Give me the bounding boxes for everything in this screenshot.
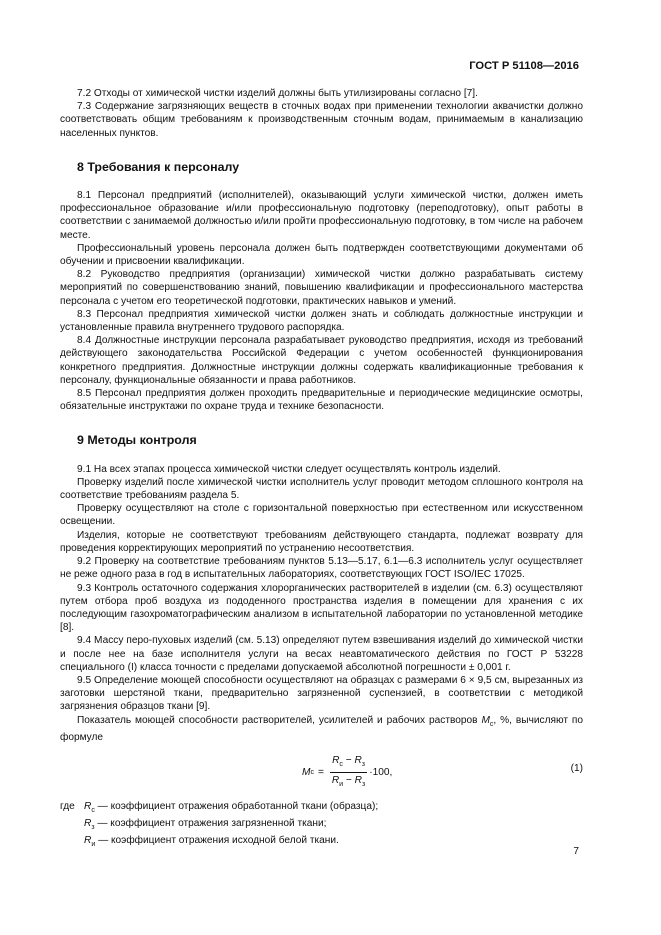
paragraph: Изделия, которые не соответствуют требованиям действующего стандарта, подлежат возврату для проведения корректирующих мероприятий по устранению несоответствия.	[60, 529, 583, 554]
paragraph: 9.5 Определение моющей способности осуществляют на образцах с размерами 6 × 9,5 см, вырезанных из заготовки шерстяной ткани, предварительно загрязненной суспензией, в соответствии с методикой загрязнения образцов ткани [9].	[60, 674, 583, 713]
paragraph: Проверку изделий после химической чистки исполнитель услуг проводит методом сплошного контроля на соответствие требованиям раздела 5.	[60, 476, 583, 502]
paragraph-formula-intro: Показатель моющей способности растворителей, усилителей и рабочих растворов $M_с$, %, вычисляют по формуле	[60, 714, 584, 743]
paragraph: 8.2 Руководство предприятия (организации) химической чистки должно разрабатывать систему мероприятий по совершенствованию знаний, повышению квалификации и профессионального мастерства персонала с учетом его теоретической подготовки, практических навыков и умений.	[60, 269, 583, 307]
paragraph: 7.2 Отходы от химической чистки изделий должны быть утилизированы согласно [7].	[77, 88, 478, 99]
paragraph: 8.3 Персонал предприятия химической чистки должен знать и соблюдать должностные инструкции и установленные правила внутреннего трудового распорядка.	[60, 308, 583, 334]
page-content	[60, 87, 583, 852]
paragraph: 7.3 Содержание загрязняющих веществ в сточных водах при применении технологии аквачистки должно соответствовать общим требованиям к производственным сточным водам, принимаемым в канализацию населенных пунктов.	[60, 101, 583, 139]
formula-1	[60, 752, 583, 790]
legend-row: где $R_с$ — коэффициент отражения обработанной ткани (образца);	[60, 800, 379, 814]
legend-row: $R_з$ — коэффициент отражения загрязненной ткани;	[84, 818, 327, 832]
formula-number: (1)	[570, 762, 583, 774]
section-heading-8: 8 Требования к персоналу	[77, 159, 240, 174]
paragraph: Профессиональный уровень персонала должен быть подтвержден соответствующими документами об обучении и присвоении квалификации.	[60, 242, 583, 268]
paragraph: Проверку осуществляют на столе с горизонтальной поверхностью при естественном или искусственном освещении.	[60, 503, 583, 528]
page-number: 7	[573, 846, 579, 857]
formula-expression: M с = $\frac{R_с - R_з}{R_и - R_з}$ ·100,	[302, 754, 392, 791]
paragraph: 8.4 Должностные инструкции персонала разрабатывает руководство предприятия, исходя из требований действующего законодательства Российской Федерации с учетом особенностей функционирования конкретного предприятия. Должностные инструкции должны содержать квалификационные требования к персоналу, функциональные обязанности и права работников.	[60, 335, 583, 386]
paragraph: 9.2 Проверку на соответствие требованиям пунктов 5.13—5.17, 6.1—6.3 исполнитель услуг осуществляет не реже одного раза в год в испытательных лабораториях, соответствующих ГОСТ ISO/IEC 17025.	[60, 556, 583, 581]
legend-row: $R_и$ — коэффициент отражения исходной белой ткани.	[84, 835, 339, 849]
page-header-standard: ГОСТ Р 51108—2016	[469, 60, 579, 72]
formula-fraction: $\frac{R_с - R_з}{R_и - R_з}$	[331, 754, 366, 789]
paragraph: 9.3 Контроль остаточного содержания хлорорганических растворителей в изделии (см. 6.3) осуществляют путем отбора проб воздуха из пододенного пространства изделия в помещении для хранения с их последующим газохроматографическим анализом в испытательной лаборатории по установленной методике [8].	[60, 582, 583, 634]
section-heading-9: 9 Методы контроля	[77, 433, 197, 448]
formula-legend	[60, 800, 583, 852]
paragraph: 9.4 Массу перо-пуховых изделий (см. 5.13) определяют путем взвешивания изделий до химической чистки и после нее на базе исполнителя услуги на весах неавтоматического действия по ГОСТ Р 53228 специального (I) класса точности с пределами допускаемой абсолютной погрешности ± 0,001 г.	[60, 635, 583, 673]
paragraph: 8.1 Персонал предприятий (исполнителей), оказывающий услуги химической чистки, должен иметь профессиональное образование и/или профессиональную подготовку (переподготовку), опыт работы в соответствии с занимаемой должностью и/или пройти профессиональную подготовку, в том числе на рабочем месте.	[60, 190, 583, 241]
paragraph: 8.5 Персонал предприятия должен проходить предварительные и периодические медицинские осмотры, обязательные инструктажи по охране труда и технике безопасности.	[60, 388, 583, 413]
paragraph: 9.1 На всех этапах процесса химической чистки следует осуществлять контроль изделий.	[77, 463, 501, 475]
